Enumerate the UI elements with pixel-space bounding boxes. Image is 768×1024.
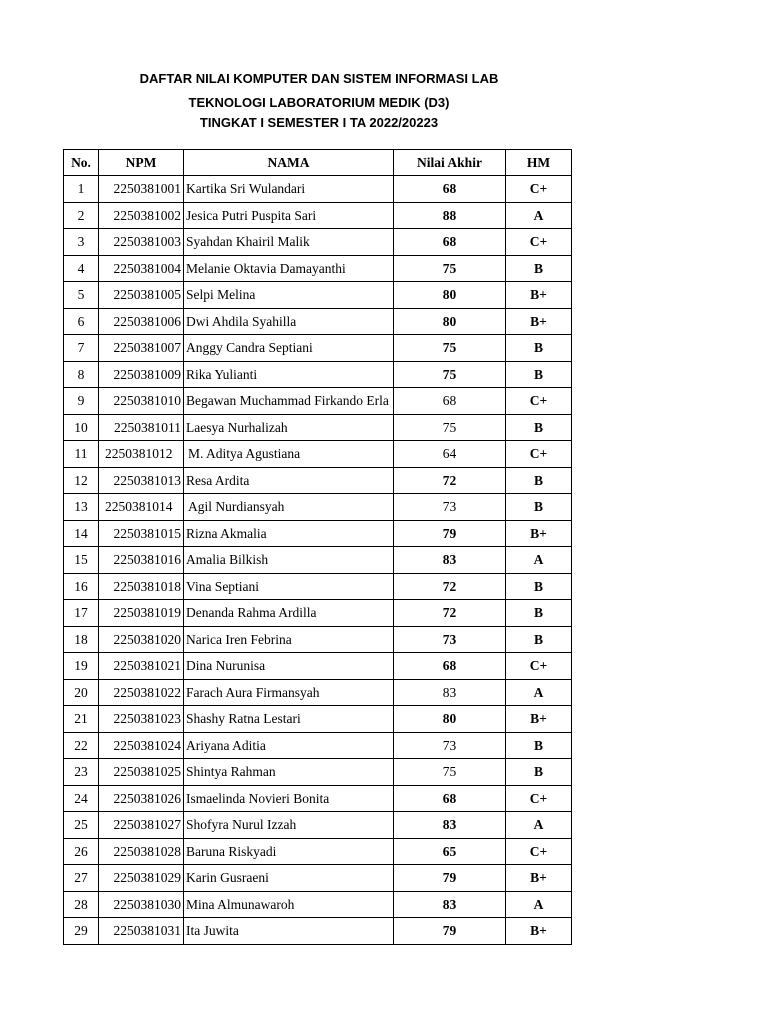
row-nilai-akhir: 68 bbox=[394, 785, 506, 812]
row-nilai-akhir: 83 bbox=[394, 679, 506, 706]
header-no: No. bbox=[64, 150, 99, 176]
header-nilai-akhir: Nilai Akhir bbox=[394, 150, 506, 176]
document-title-line-2: TEKNOLOGI LABORATORIUM MEDIK (D3) bbox=[188, 95, 450, 110]
row-npm: 2250381015 bbox=[99, 520, 184, 547]
row-nilai-akhir: 72 bbox=[394, 573, 506, 600]
row-nama: Rizna Akmalia bbox=[184, 520, 394, 547]
row-nilai-akhir: 75 bbox=[394, 361, 506, 388]
row-no: 17 bbox=[64, 600, 99, 627]
row-nama: Dwi Ahdila Syahilla bbox=[184, 308, 394, 335]
row-npm: 2250381025 bbox=[99, 759, 184, 786]
table-row bbox=[64, 335, 572, 362]
row-nama: Laesya Nurhalizah bbox=[184, 414, 394, 441]
row-no: 12 bbox=[64, 467, 99, 494]
row-nama: M. Aditya Agustiana bbox=[184, 441, 394, 468]
row-hm: B bbox=[506, 335, 572, 362]
document-title-line-1: DAFTAR NILAI KOMPUTER DAN SISTEM INFORMASI LAB bbox=[139, 71, 499, 86]
row-npm: 2250381006 bbox=[99, 308, 184, 335]
row-npm: 2250381018 bbox=[99, 573, 184, 600]
row-nilai-akhir: 75 bbox=[394, 759, 506, 786]
row-hm: C+ bbox=[506, 441, 572, 468]
row-nilai-akhir: 73 bbox=[394, 494, 506, 521]
table-row bbox=[64, 918, 572, 945]
row-hm: B+ bbox=[506, 918, 572, 945]
row-nilai-akhir: 72 bbox=[394, 467, 506, 494]
row-npm: 2250381022 bbox=[99, 679, 184, 706]
row-no: 2 bbox=[64, 202, 99, 229]
row-nama: Selpi Melina bbox=[184, 282, 394, 309]
row-no: 16 bbox=[64, 573, 99, 600]
row-npm: 2250381030 bbox=[99, 891, 184, 918]
row-nama: Denanda Rahma Ardilla bbox=[184, 600, 394, 627]
row-nilai-akhir: 75 bbox=[394, 335, 506, 362]
table-row bbox=[64, 653, 572, 680]
row-nilai-akhir: 75 bbox=[394, 255, 506, 282]
row-hm: B bbox=[506, 732, 572, 759]
row-no: 26 bbox=[64, 838, 99, 865]
row-no: 13 bbox=[64, 494, 99, 521]
row-no: 24 bbox=[64, 785, 99, 812]
row-npm: 2250381031 bbox=[99, 918, 184, 945]
table-row bbox=[64, 414, 572, 441]
table-header-row bbox=[64, 150, 572, 176]
row-no: 4 bbox=[64, 255, 99, 282]
table-row bbox=[64, 865, 572, 892]
row-hm: A bbox=[506, 547, 572, 574]
row-nilai-akhir: 64 bbox=[394, 441, 506, 468]
row-npm: 2250381007 bbox=[99, 335, 184, 362]
row-hm: C+ bbox=[506, 388, 572, 415]
row-hm: C+ bbox=[506, 229, 572, 256]
row-no: 21 bbox=[64, 706, 99, 733]
row-npm: 2250381023 bbox=[99, 706, 184, 733]
header-npm: NPM bbox=[99, 150, 184, 176]
table-row bbox=[64, 785, 572, 812]
row-hm: B bbox=[506, 467, 572, 494]
row-nama: Anggy Candra Septiani bbox=[184, 335, 394, 362]
row-npm: 2250381005 bbox=[99, 282, 184, 309]
table-row bbox=[64, 812, 572, 839]
row-nama: Kartika Sri Wulandari bbox=[184, 176, 394, 203]
row-hm: B bbox=[506, 759, 572, 786]
row-nama: Rika Yulianti bbox=[184, 361, 394, 388]
table-row bbox=[64, 706, 572, 733]
row-nama: Baruna Riskyadi bbox=[184, 838, 394, 865]
row-nama: Dina Nurunisa bbox=[184, 653, 394, 680]
row-hm: B bbox=[506, 573, 572, 600]
row-npm: 2250381003 bbox=[99, 229, 184, 256]
row-nama: Karin Gusraeni bbox=[184, 865, 394, 892]
table-row bbox=[64, 467, 572, 494]
table-row bbox=[64, 176, 572, 203]
row-hm: B bbox=[506, 361, 572, 388]
table-row bbox=[64, 229, 572, 256]
row-hm: B+ bbox=[506, 520, 572, 547]
row-nama: Vina Septiani bbox=[184, 573, 394, 600]
row-hm: B+ bbox=[506, 282, 572, 309]
row-no: 5 bbox=[64, 282, 99, 309]
row-hm: C+ bbox=[506, 653, 572, 680]
row-nama: Begawan Muchammad Firkando Erla bbox=[184, 388, 394, 415]
table-row bbox=[64, 759, 572, 786]
row-nama: Mina Almunawaroh bbox=[184, 891, 394, 918]
row-npm: 2250381029 bbox=[99, 865, 184, 892]
table-row bbox=[64, 732, 572, 759]
row-npm: 2250381027 bbox=[99, 812, 184, 839]
table-row bbox=[64, 600, 572, 627]
row-nilai-akhir: 79 bbox=[394, 520, 506, 547]
row-nilai-akhir: 68 bbox=[394, 388, 506, 415]
table-row bbox=[64, 494, 572, 521]
row-nama: Narica Iren Febrina bbox=[184, 626, 394, 653]
row-nilai-akhir: 68 bbox=[394, 229, 506, 256]
row-no: 19 bbox=[64, 653, 99, 680]
row-hm: B bbox=[506, 414, 572, 441]
row-nilai-akhir: 80 bbox=[394, 706, 506, 733]
header-hm: HM bbox=[506, 150, 572, 176]
row-no: 18 bbox=[64, 626, 99, 653]
row-no: 22 bbox=[64, 732, 99, 759]
row-no: 6 bbox=[64, 308, 99, 335]
row-hm: A bbox=[506, 891, 572, 918]
row-nilai-akhir: 83 bbox=[394, 812, 506, 839]
row-hm: B bbox=[506, 600, 572, 627]
row-nama: Farach Aura Firmansyah bbox=[184, 679, 394, 706]
row-no: 8 bbox=[64, 361, 99, 388]
row-hm: B+ bbox=[506, 865, 572, 892]
row-nama: Shofyra Nurul Izzah bbox=[184, 812, 394, 839]
row-hm: B bbox=[506, 255, 572, 282]
row-nama: Syahdan Khairil Malik bbox=[184, 229, 394, 256]
table-row bbox=[64, 626, 572, 653]
row-npm: 2250381016 bbox=[99, 547, 184, 574]
row-no: 11 bbox=[64, 441, 99, 468]
table-row bbox=[64, 255, 572, 282]
row-nama: Jesica Putri Puspita Sari bbox=[184, 202, 394, 229]
row-nilai-akhir: 83 bbox=[394, 891, 506, 918]
row-npm: 2250381020 bbox=[99, 626, 184, 653]
row-npm: 2250381001 bbox=[99, 176, 184, 203]
row-npm: 2250381012 bbox=[99, 441, 184, 468]
row-nama: Melanie Oktavia Damayanthi bbox=[184, 255, 394, 282]
table-row bbox=[64, 441, 572, 468]
row-no: 27 bbox=[64, 865, 99, 892]
row-hm: A bbox=[506, 679, 572, 706]
header-nama: NAMA bbox=[184, 150, 394, 176]
row-no: 25 bbox=[64, 812, 99, 839]
row-hm: B bbox=[506, 626, 572, 653]
row-nilai-akhir: 68 bbox=[394, 176, 506, 203]
row-npm: 2250381026 bbox=[99, 785, 184, 812]
table-row bbox=[64, 308, 572, 335]
row-nilai-akhir: 65 bbox=[394, 838, 506, 865]
row-npm: 2250381024 bbox=[99, 732, 184, 759]
row-nilai-akhir: 79 bbox=[394, 918, 506, 945]
table-row bbox=[64, 573, 572, 600]
row-nilai-akhir: 68 bbox=[394, 653, 506, 680]
row-npm: 2250381011 bbox=[99, 414, 184, 441]
row-nilai-akhir: 83 bbox=[394, 547, 506, 574]
row-no: 15 bbox=[64, 547, 99, 574]
row-nilai-akhir: 72 bbox=[394, 600, 506, 627]
table-row bbox=[64, 282, 572, 309]
row-no: 29 bbox=[64, 918, 99, 945]
row-nama: Shintya Rahman bbox=[184, 759, 394, 786]
row-nama: Shashy Ratna Lestari bbox=[184, 706, 394, 733]
row-no: 10 bbox=[64, 414, 99, 441]
row-no: 3 bbox=[64, 229, 99, 256]
row-nilai-akhir: 79 bbox=[394, 865, 506, 892]
row-npm: 2250381010 bbox=[99, 388, 184, 415]
row-hm: B+ bbox=[506, 308, 572, 335]
table-row bbox=[64, 520, 572, 547]
row-hm: C+ bbox=[506, 176, 572, 203]
table-row bbox=[64, 679, 572, 706]
row-npm: 2250381009 bbox=[99, 361, 184, 388]
row-hm: C+ bbox=[506, 785, 572, 812]
row-npm: 2250381002 bbox=[99, 202, 184, 229]
row-nilai-akhir: 80 bbox=[394, 282, 506, 309]
row-npm: 2250381014 bbox=[99, 494, 184, 521]
table-body bbox=[64, 176, 572, 945]
row-no: 23 bbox=[64, 759, 99, 786]
row-hm: C+ bbox=[506, 838, 572, 865]
table-row bbox=[64, 891, 572, 918]
row-nama: Agil Nurdiansyah bbox=[184, 494, 394, 521]
row-nilai-akhir: 73 bbox=[394, 626, 506, 653]
row-nama: Ita Juwita bbox=[184, 918, 394, 945]
row-nama: Amalia Bilkish bbox=[184, 547, 394, 574]
row-hm: A bbox=[506, 812, 572, 839]
row-no: 20 bbox=[64, 679, 99, 706]
table-row bbox=[64, 361, 572, 388]
row-nilai-akhir: 88 bbox=[394, 202, 506, 229]
row-hm: A bbox=[506, 202, 572, 229]
row-npm: 2250381021 bbox=[99, 653, 184, 680]
row-hm: B bbox=[506, 494, 572, 521]
row-npm: 2250381013 bbox=[99, 467, 184, 494]
table-row bbox=[64, 388, 572, 415]
row-npm: 2250381019 bbox=[99, 600, 184, 627]
table-row bbox=[64, 838, 572, 865]
document-title-line-3: TINGKAT I SEMESTER I TA 2022/20223 bbox=[199, 115, 439, 130]
grades-table bbox=[63, 149, 572, 945]
row-nilai-akhir: 80 bbox=[394, 308, 506, 335]
table-row bbox=[64, 547, 572, 574]
row-nilai-akhir: 73 bbox=[394, 732, 506, 759]
row-hm: B+ bbox=[506, 706, 572, 733]
row-no: 28 bbox=[64, 891, 99, 918]
row-nama: Ismaelinda Novieri Bonita bbox=[184, 785, 394, 812]
row-npm: 2250381028 bbox=[99, 838, 184, 865]
row-no: 1 bbox=[64, 176, 99, 203]
row-no: 9 bbox=[64, 388, 99, 415]
row-no: 14 bbox=[64, 520, 99, 547]
table-row bbox=[64, 202, 572, 229]
row-nilai-akhir: 75 bbox=[394, 414, 506, 441]
row-npm: 2250381004 bbox=[99, 255, 184, 282]
row-nama: Resa Ardita bbox=[184, 467, 394, 494]
row-no: 7 bbox=[64, 335, 99, 362]
row-nama: Ariyana Aditia bbox=[184, 732, 394, 759]
